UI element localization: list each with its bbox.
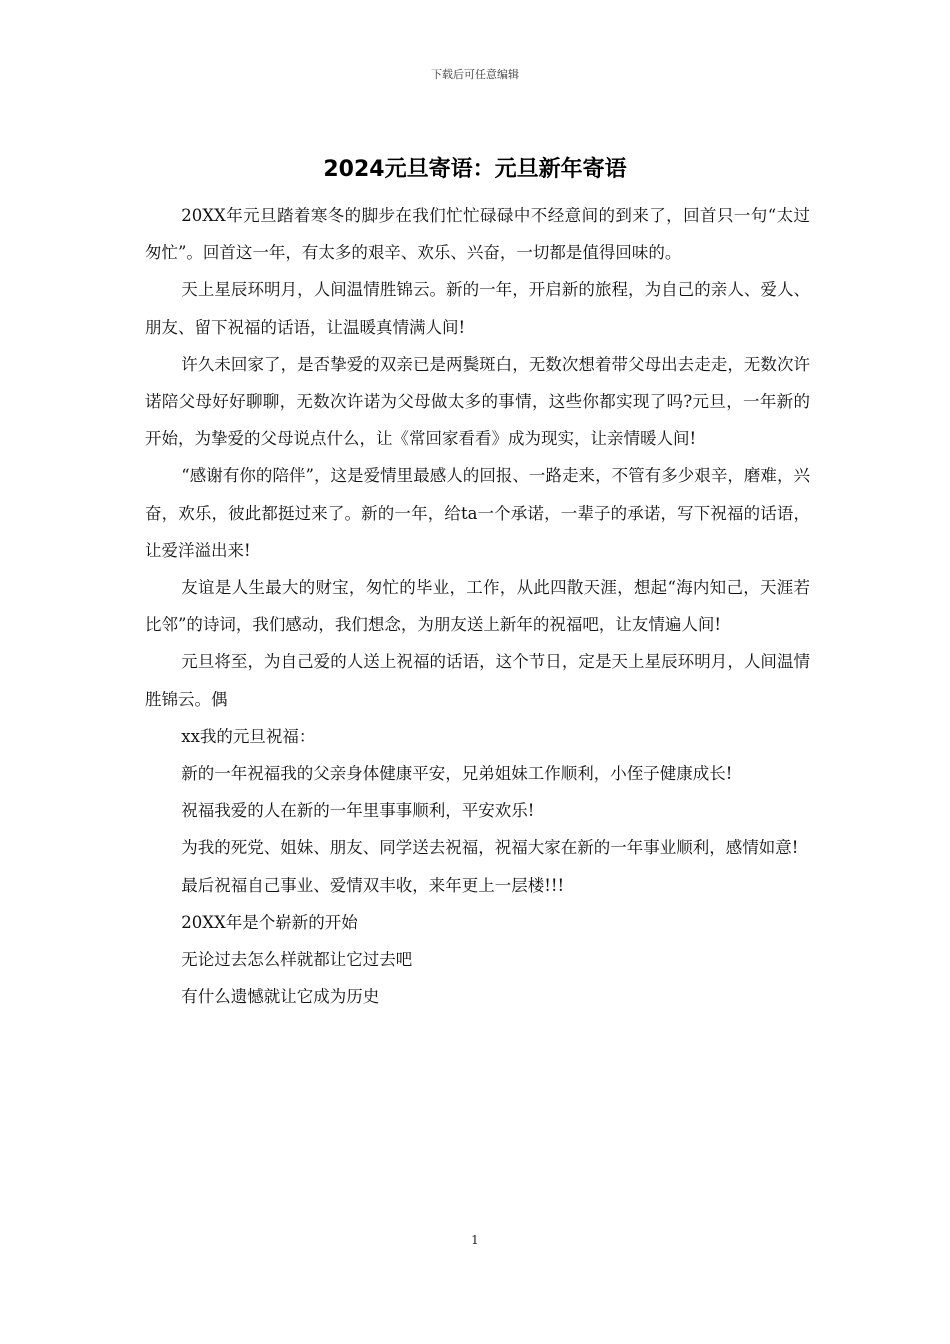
paragraph: 新的一年祝福我的父亲身体健康平安，兄弟姐妹工作顺利，小侄子健康成长! <box>181 764 733 784</box>
paragraph: 有什么遗憾就让它成为历史 <box>181 987 380 1007</box>
document-body <box>145 197 810 1015</box>
document-title: 2024元旦寄语：元旦新年寄语 <box>323 157 627 182</box>
paragraph: 为我的死党、姐妹、朋友、同学送去祝福，祝福大家在新的一年事业顺利，感情如意! <box>181 838 799 858</box>
paragraph: 祝福我爱的人在新的一年里事事顺利，平安欢乐! <box>181 801 535 821</box>
paragraph: 天上星辰环明月，人间温情胜锦云。新的一年，开启新的旅程，为自己的亲人、爱人、朋友、留下祝福的话语，让温暖真情满人间! <box>145 280 810 337</box>
page-header-note: 下载后可任意编辑 <box>431 68 519 81</box>
paragraph: 友谊是人生最大的财宝，匆忙的毕业，工作，从此四散天涯，想起“海内知己，天涯若比邻”的诗词，我们感动，我们想念，为朋友送上新年的祝福吧，让友情遍人间! <box>145 578 810 635</box>
paragraph: 20XX年是个崭新的开始 <box>181 912 358 932</box>
paragraph: 无论过去怎么样就都让它过去吧 <box>181 950 413 970</box>
paragraph: 许久未回家了，是否挚爱的双亲已是两鬓斑白，无数次想着带父母出去走走，无数次许诺陪父母好好聊聊，无数次许诺为父母做太多的事情，这些你都实现了吗?元旦，一年新的开始，为挚爱的父母说点什么，让《常回家看看》成为现实，让亲情暖人间! <box>145 354 810 449</box>
paragraph: 20XX年元旦踏着寒冬的脚步在我们忙忙碌碌中不经意间的到来了，回首只一句“太过匆忙”。回首这一年，有太多的艰辛、欢乐、兴奋，一切都是值得回味的。 <box>145 206 810 263</box>
paragraph: “感谢有你的陪伴”，这是爱情里最感人的回报、一路走来，不管有多少艰辛，磨难，兴奋，欢乐，彼此都挺过来了。新的一年，给ta一个承诺，一辈子的承诺，写下祝福的话语，让爱洋溢出来! <box>145 466 810 560</box>
paragraph: 最后祝福自己事业、爱情双丰收，来年更上一层楼!!! <box>181 875 565 895</box>
paragraph: 元旦将至，为自己爱的人送上祝福的话语，这个节日，定是天上星辰环明月，人间温情胜锦云。偶 <box>145 652 810 709</box>
page-number: 1 <box>471 1233 479 1247</box>
paragraph: xx我的元旦祝福： <box>181 726 316 746</box>
